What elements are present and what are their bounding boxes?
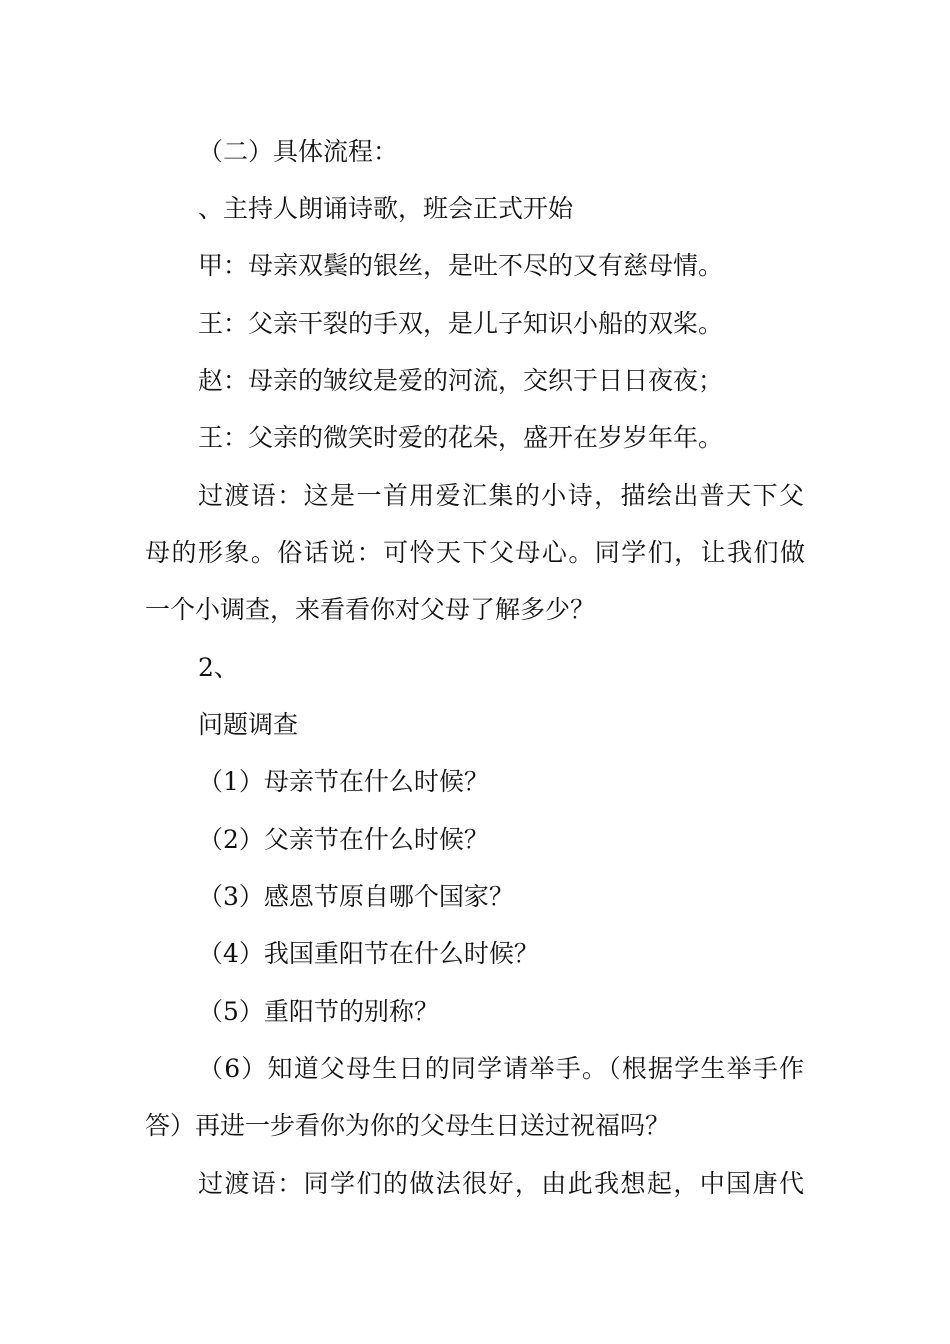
list-item: （4）我国重阳节在什么时候？: [198, 939, 539, 968]
paragraph-line: 母的形象。俗话说：可怜天下父母心。同学们，让我们做: [145, 538, 805, 567]
paragraph-line: 、主持人朗诵诗歌，班会正式开始: [198, 194, 574, 223]
paragraph-line: 王：父亲的微笑时爱的花朵，盛开在岁岁年年。: [198, 423, 724, 452]
list-item: （5）重阳节的别称？: [198, 997, 439, 1026]
paragraph-line: 过渡语：同学们的做法很好，由此我想起，中国唐代: [198, 1169, 804, 1198]
subsection-heading: 问题调查: [198, 710, 299, 739]
paragraph-line: 答）再进一步看你为你的父母生日送过祝福吗？: [145, 1111, 671, 1140]
list-item: （2）父亲节在什么时候？: [198, 825, 489, 854]
list-item: （1）母亲节在什么时候？: [198, 767, 489, 796]
section-heading: （二）具体流程：: [198, 137, 399, 166]
paragraph-line: 甲：母亲双鬓的银丝，是吐不尽的又有慈母情。: [198, 251, 724, 280]
list-number: 2、: [198, 653, 239, 682]
list-item: （6）知道父母生日的同学请举手。（根据学生举手作: [198, 1054, 804, 1083]
list-item: （3）感恩节原自哪个国家？: [198, 882, 514, 911]
paragraph-line: 过渡语：这是一首用爱汇集的小诗，描绘出普天下父: [198, 481, 804, 510]
paragraph-line: 一个小调查，来看看你对父母了解多少？: [145, 595, 596, 624]
paragraph-line: 赵：母亲的皱纹是爱的河流，交织于日日夜夜；: [198, 366, 724, 395]
paragraph-line: 王：父亲干裂的手双，是儿子知识小船的双桨。: [198, 309, 724, 338]
